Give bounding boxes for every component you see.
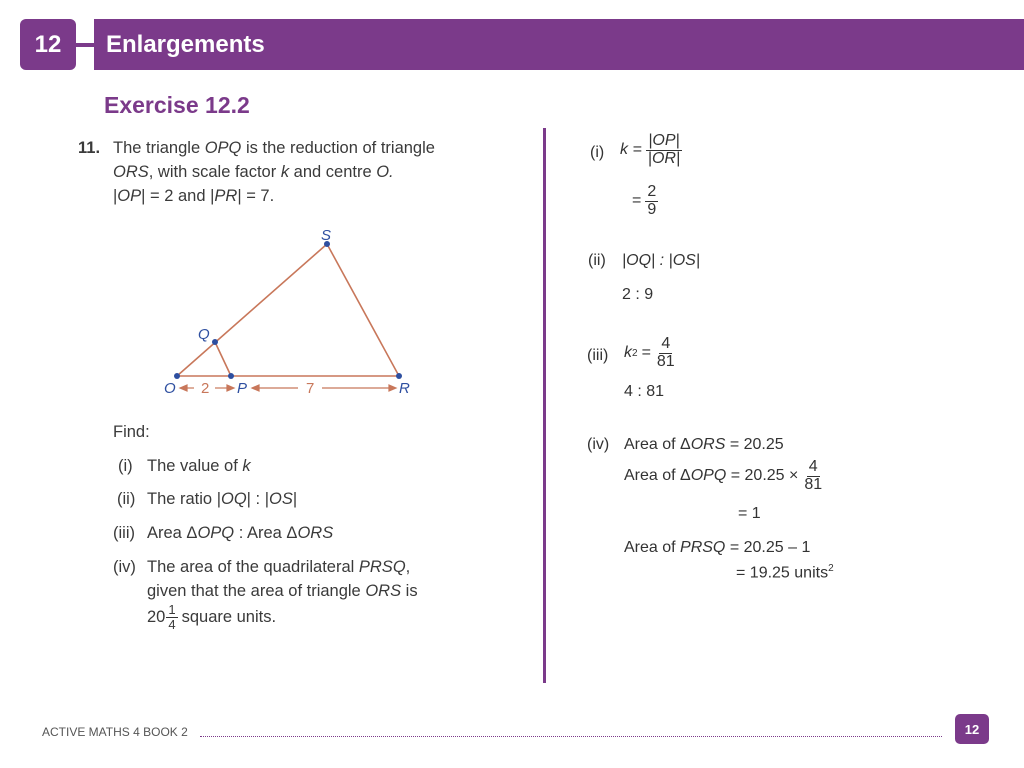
question-text-line-2: ORS, with scale factor k and centre O. (113, 163, 394, 181)
page-number-badge: 12 (955, 714, 989, 744)
label-Q: Q (198, 326, 210, 343)
answer-iv-line5: = 19.25 units$^2$ (736, 563, 834, 582)
part-iii-label: (iii) (113, 524, 135, 542)
column-divider (543, 128, 546, 683)
footer-book-title: ACTIVE MATHS 4 BOOK 2 (42, 725, 188, 739)
answer-iv-fraction: $\frac{4}{81}$ (804, 458, 823, 493)
answer-iii-label: (iii) (587, 347, 609, 364)
line-QP (215, 342, 231, 376)
label-P: P (237, 380, 248, 397)
measure-PR: 7 (306, 380, 315, 397)
chapter-title: Enlargements (106, 30, 265, 58)
part-i-label: (i) (118, 457, 133, 475)
answer-iv-line2: Area of ΔOPQ = 20.25 × $\frac{4}{81}$ (624, 458, 823, 493)
mixed-number-whole: 20 (147, 608, 166, 627)
part-iv-text-line-3 (147, 603, 276, 631)
label-O: O (164, 380, 176, 397)
answer-i-line1 (620, 133, 682, 168)
line-OS (177, 244, 327, 376)
answer-i-lhs: k = (620, 141, 642, 159)
mixed-number-fraction: $\frac{1}{4}$ (168, 602, 176, 632)
triangle-diagram (150, 220, 430, 405)
answer-iv-label: (iv) (587, 436, 610, 453)
part-iv-text-line-2: given that the area of triangle ORS is (147, 582, 418, 600)
point-Q (212, 339, 218, 345)
answer-iii-fraction: $\frac{4}{81}$ (656, 335, 675, 370)
point-R (396, 373, 402, 379)
line-SR (327, 244, 399, 376)
label-S: S (321, 227, 332, 244)
answer-iv-line1: Area of ΔORS = 20.25 (624, 436, 784, 453)
answer-iii-result: 4 : 81 (624, 383, 665, 400)
answer-ii-result: 2 : 9 (622, 286, 654, 303)
part-iii-text: Area ΔOPQ : Area ΔORS (147, 524, 334, 542)
part-iv-tail: square units. (181, 608, 277, 627)
chapter-number-badge: 12 (20, 19, 76, 70)
answer-ii-expr: |OQ| : |OS| (622, 252, 700, 269)
chapter-title-bar (94, 19, 1024, 70)
answer-i-label: (i) (590, 144, 605, 161)
point-O (174, 373, 180, 379)
answer-i-line2: = $\frac{2}{9}$ (632, 183, 657, 218)
part-iv-text-line-1: The area of the quadrilateral PRSQ, (147, 558, 411, 576)
question-text-line-3: |OP| = 2 and |PR| = 7. (113, 187, 275, 205)
answer-i-fraction-2: $\frac{2}{9}$ (647, 183, 657, 218)
question-text-line-1: The triangle OPQ is the reduction of triangle (113, 139, 435, 157)
answer-i-fraction: $\frac{|OP|}{|OR|}$ (647, 132, 681, 167)
part-ii-text: The ratio |OQ| : |OS| (147, 490, 298, 508)
answer-iv-line3: = 1 (738, 505, 761, 522)
answer-ii-label: (ii) (588, 252, 606, 269)
part-i-text: The value of k (147, 457, 251, 475)
find-label: Find: (113, 423, 150, 441)
exercise-heading: Exercise 12.2 (104, 92, 250, 118)
part-ii-label: (ii) (117, 490, 136, 508)
part-iv-label: (iv) (113, 558, 136, 576)
question-number: 11. (78, 139, 101, 157)
answer-iv-line4: Area of PRSQ = 20.25 – 1 (624, 539, 811, 556)
answer-iii-line1: k 2 = $\frac{4}{81}$ (624, 335, 675, 370)
label-R: R (399, 380, 410, 397)
point-P (228, 373, 234, 379)
measure-OP: 2 (201, 380, 210, 397)
header-connector (76, 43, 94, 47)
footer-dotted-rule (200, 736, 942, 737)
